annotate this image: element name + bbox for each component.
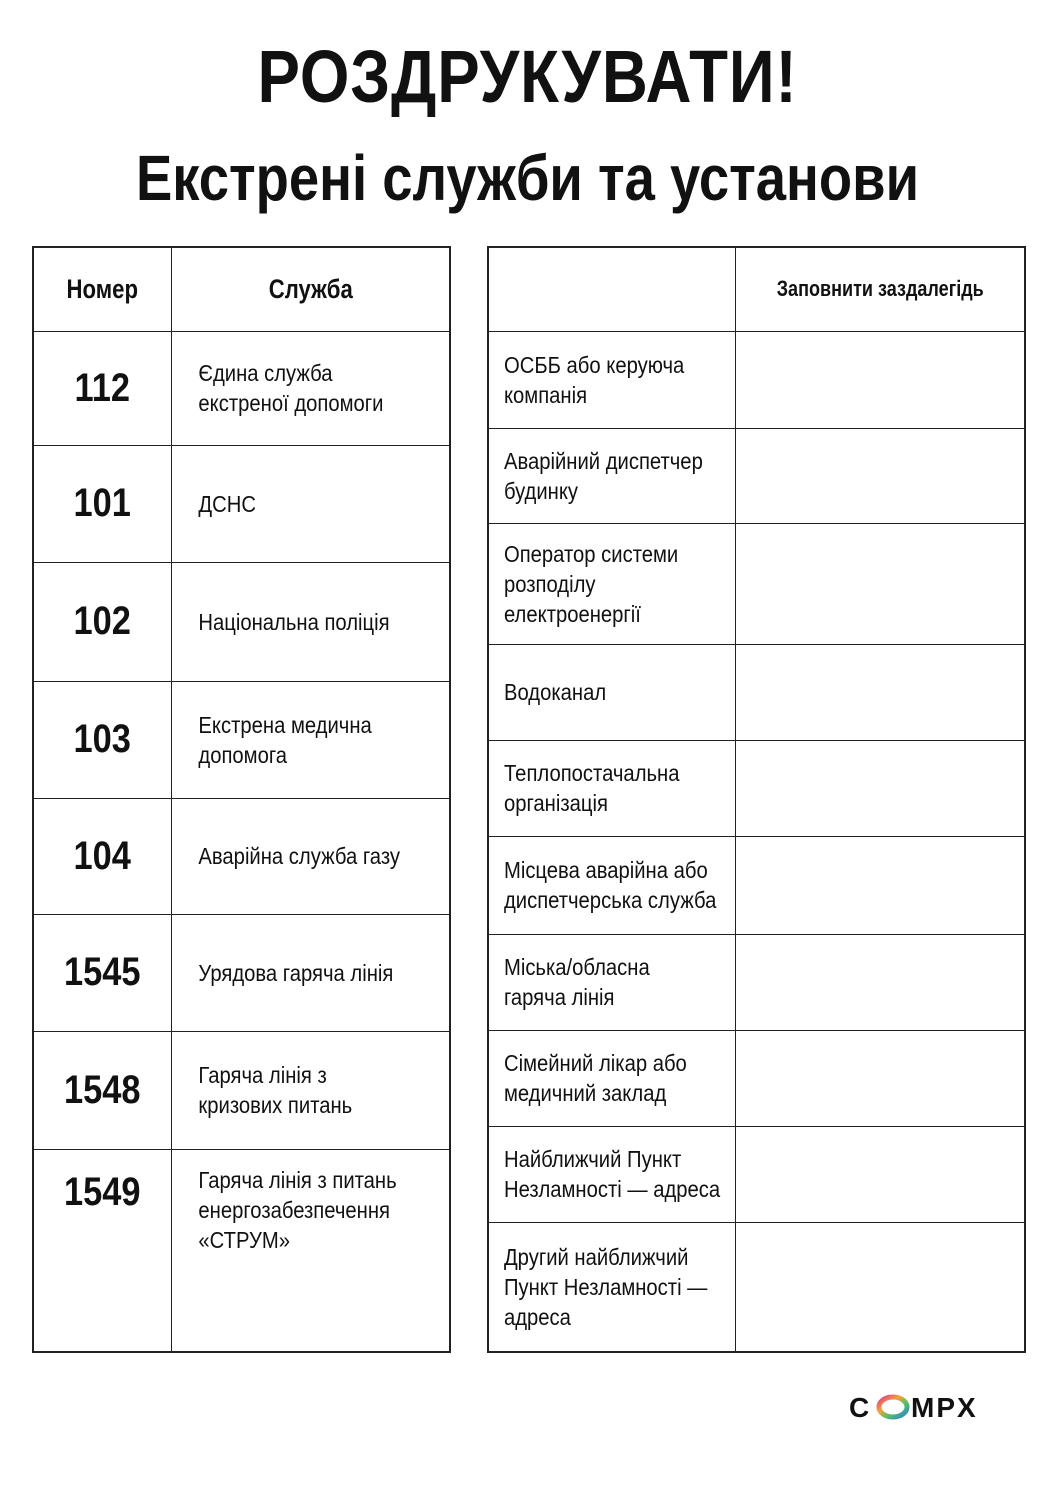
fill-in-cell[interactable] bbox=[735, 523, 1025, 644]
service-number: 1548 bbox=[63, 1067, 141, 1112]
table-row bbox=[488, 331, 1025, 428]
header-label-cell bbox=[488, 247, 735, 331]
table-row bbox=[33, 331, 450, 445]
table-row bbox=[33, 681, 450, 798]
logo-letter-c: C bbox=[849, 1392, 870, 1422]
institution-label: Теплопостачальна організація bbox=[503, 760, 680, 816]
service-name: Єдина служба екстреної допомоги bbox=[197, 360, 383, 416]
page-title: РОЗДРУКУВАТИ! bbox=[257, 35, 798, 118]
header-service: Служба bbox=[268, 273, 353, 304]
service-number: 1545 bbox=[63, 950, 141, 994]
table-row bbox=[33, 914, 450, 1031]
table-row bbox=[33, 1149, 450, 1352]
fill-in-cell[interactable] bbox=[735, 644, 1025, 740]
institution-label: Сімейний лікар або медичний заклад bbox=[503, 1050, 687, 1106]
table-row bbox=[33, 798, 450, 914]
institution-label: ОСББ або керуюча компанія bbox=[503, 351, 685, 408]
fill-in-cell[interactable] bbox=[735, 428, 1025, 523]
fill-in-cell[interactable] bbox=[735, 934, 1025, 1030]
service-name: Аварійна служба газу bbox=[197, 843, 400, 869]
service-number: 103 bbox=[73, 717, 131, 761]
service-name: ДСНС bbox=[197, 490, 256, 517]
institution-label: Місцева аварійна або диспетчерська служба bbox=[503, 857, 717, 913]
table-row bbox=[488, 934, 1025, 1030]
table-header-row bbox=[488, 247, 1025, 331]
fill-in-cell[interactable] bbox=[735, 740, 1025, 836]
table-row bbox=[488, 1030, 1025, 1126]
service-name: Екстрена медична допомога bbox=[197, 711, 372, 768]
table-row bbox=[488, 1126, 1025, 1222]
service-number: 112 bbox=[74, 365, 130, 410]
logo-ring-o bbox=[879, 1397, 907, 1417]
fill-in-cell[interactable] bbox=[735, 836, 1025, 934]
table-row bbox=[488, 836, 1025, 934]
logo-letters-mpx: MPX bbox=[911, 1392, 978, 1422]
table-row bbox=[488, 428, 1025, 523]
page-subtitle: Екстрені служби та установи bbox=[135, 142, 920, 214]
institution-label: Другий найближчий Пункт Незламності — адреса bbox=[503, 1243, 708, 1330]
service-number: 1549 bbox=[63, 1170, 141, 1215]
institution-label: Міська/обласна гаряча лінія bbox=[503, 954, 650, 1010]
header-fill-in-advance: Заповнити заздалегідь bbox=[776, 276, 984, 302]
table-row bbox=[33, 562, 450, 681]
fill-in-cell[interactable] bbox=[735, 331, 1025, 428]
table-row bbox=[488, 740, 1025, 836]
fill-in-cell[interactable] bbox=[735, 1126, 1025, 1222]
institution-label: Аварійний диспетчер будинку bbox=[503, 447, 703, 504]
fill-in-advance-table bbox=[487, 246, 1026, 1353]
institution-label: Водоканал bbox=[503, 679, 607, 705]
service-number: 102 bbox=[73, 599, 131, 643]
institution-label: Оператор системи розподілу електроенергії bbox=[503, 540, 679, 627]
service-name: Урядова гаряча лінія bbox=[197, 959, 393, 986]
table-header-row bbox=[33, 247, 450, 331]
service-number: 101 bbox=[73, 481, 131, 525]
service-name: Гаряча лінія з питань енергозабезпечення «СТРУМ» bbox=[197, 1167, 397, 1254]
fill-in-cell[interactable] bbox=[735, 1222, 1025, 1352]
fill-in-cell[interactable] bbox=[735, 1030, 1025, 1126]
service-number: 104 bbox=[73, 833, 131, 878]
service-name: Гаряча лінія з кризових питань bbox=[197, 1062, 352, 1118]
header-service-cell bbox=[171, 247, 450, 331]
service-name: Національна поліція bbox=[197, 608, 390, 635]
header-number-cell bbox=[33, 247, 171, 331]
table-row bbox=[488, 644, 1025, 740]
table-row bbox=[488, 523, 1025, 644]
header-fill-cell bbox=[735, 247, 1025, 331]
compx-logo bbox=[849, 1392, 1023, 1422]
table-row bbox=[488, 1222, 1025, 1352]
institution-label: Найближчий Пункт Незламності — адреса bbox=[503, 1146, 721, 1202]
header-number: Номер bbox=[66, 273, 138, 304]
table-row bbox=[33, 445, 450, 562]
emergency-numbers-table bbox=[32, 246, 451, 1353]
table-row bbox=[33, 1031, 450, 1149]
